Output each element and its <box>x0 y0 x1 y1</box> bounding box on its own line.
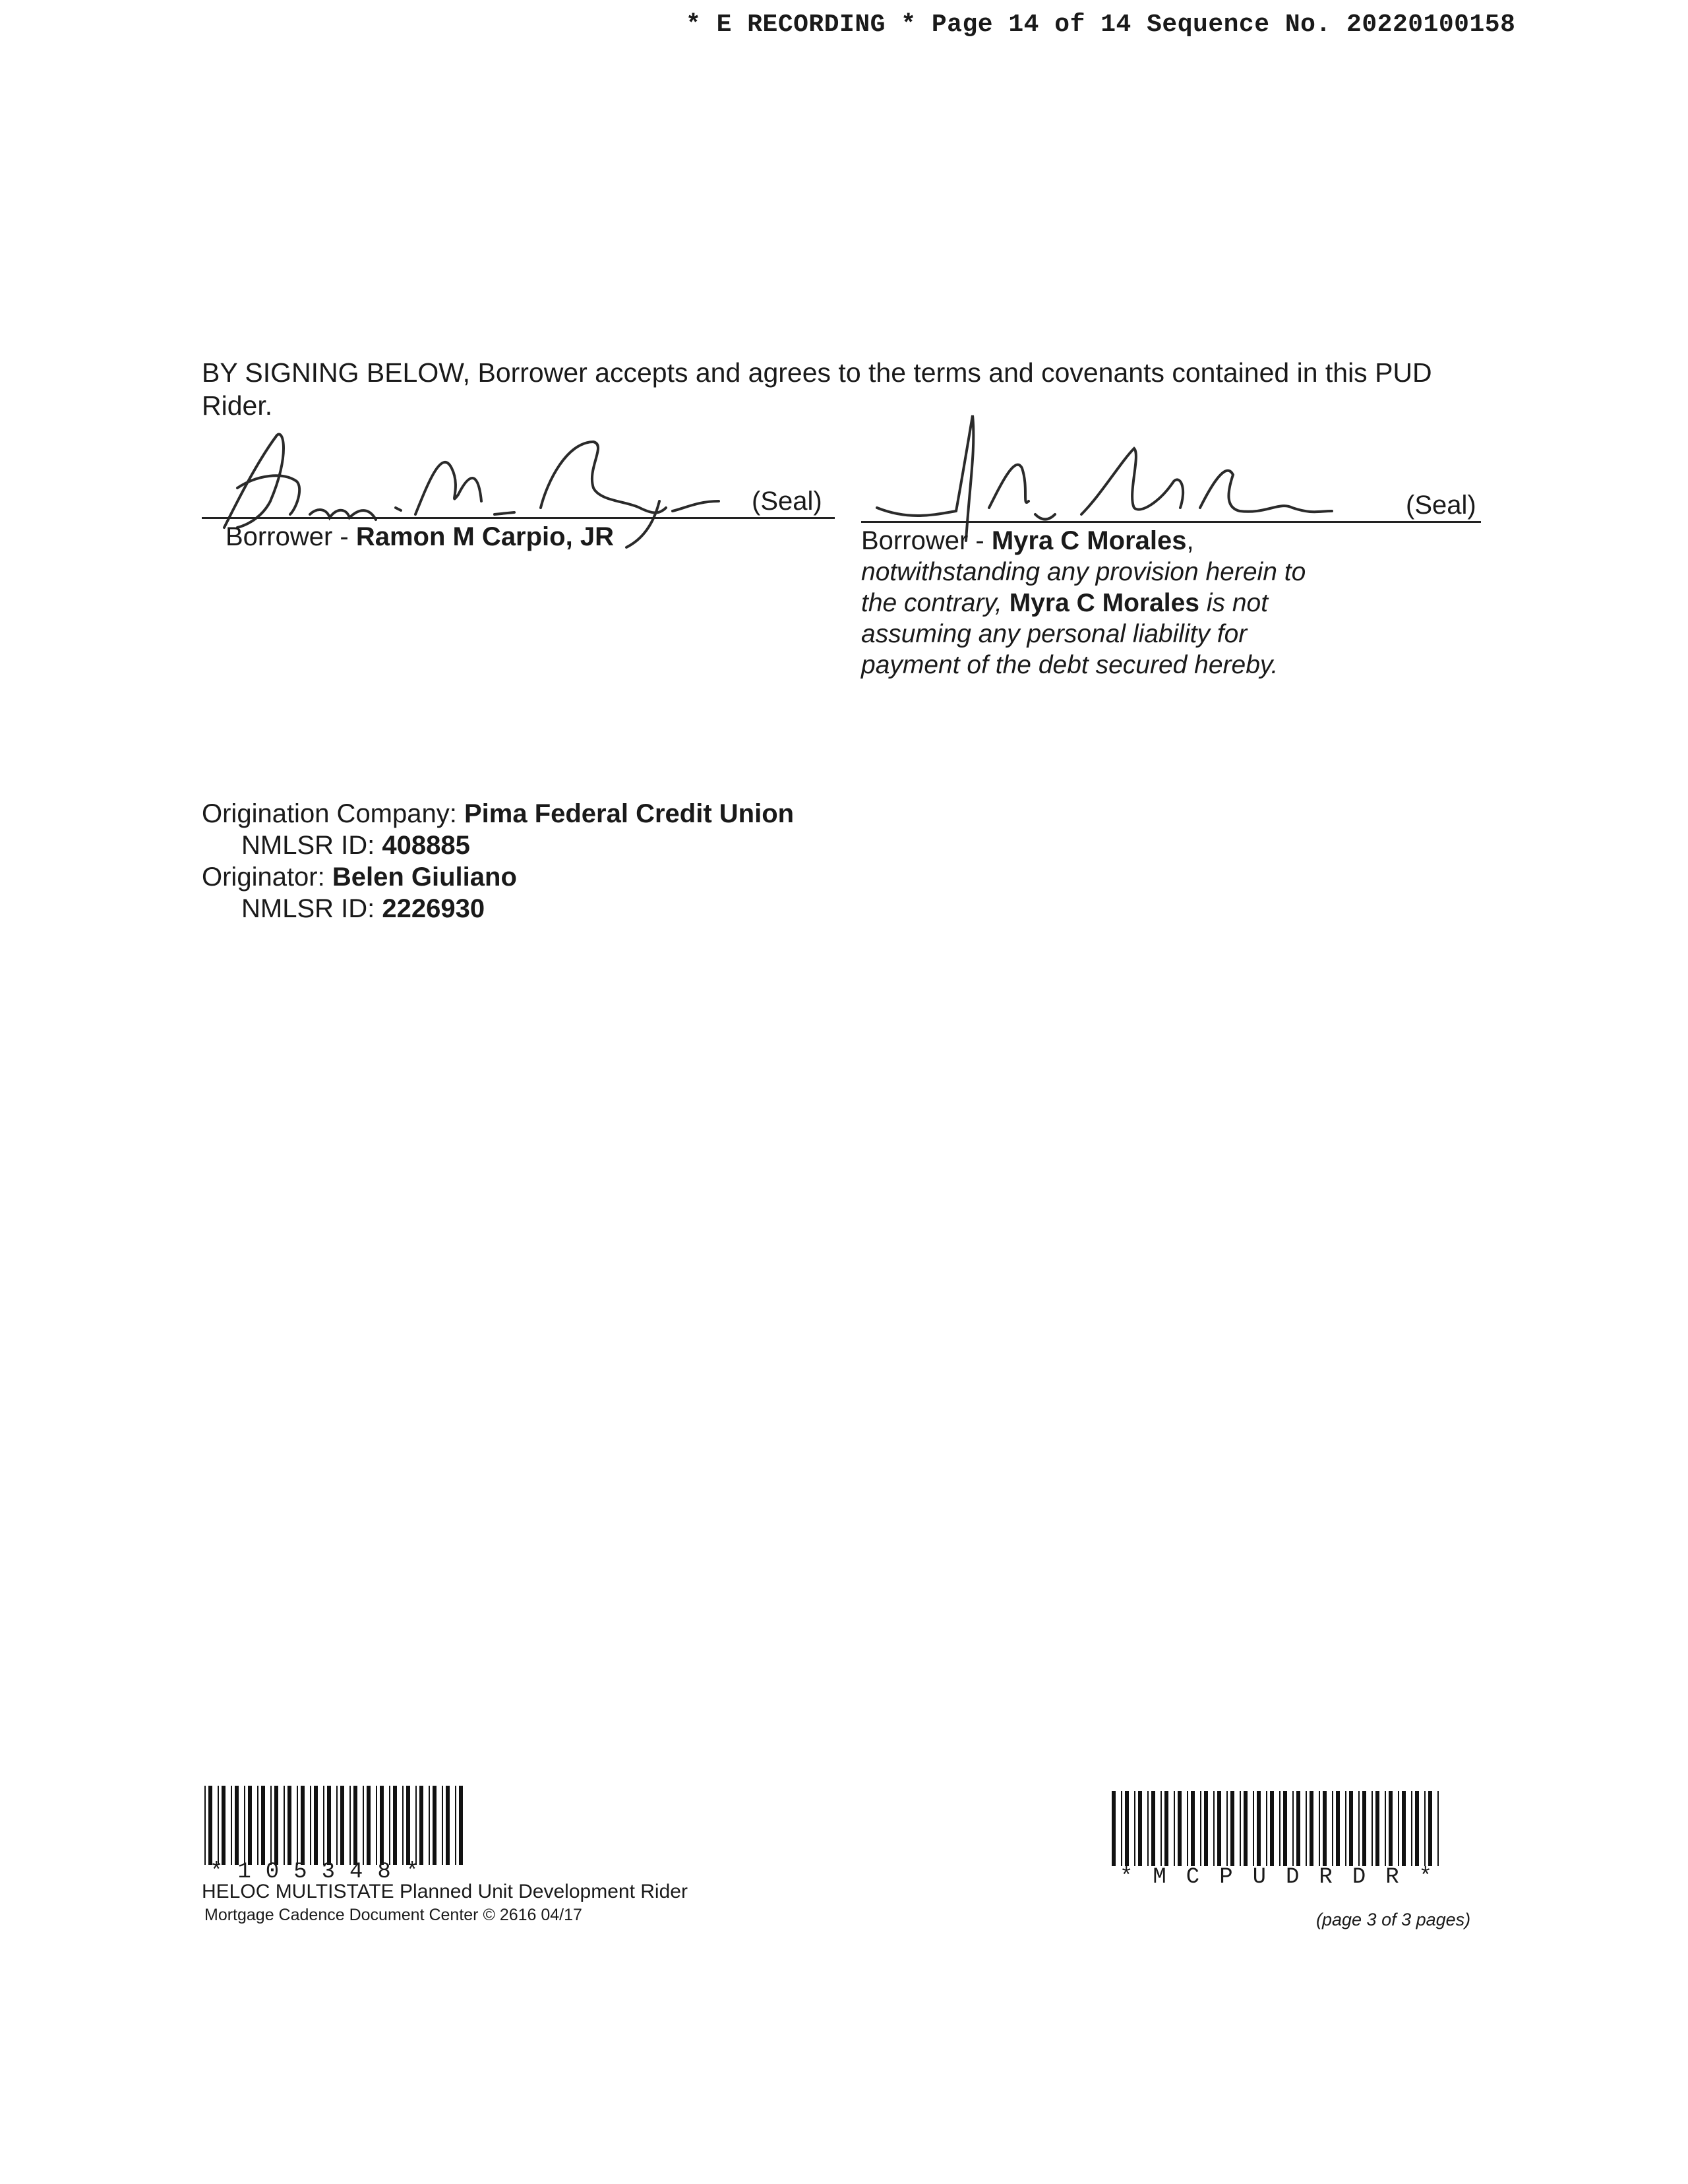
note-text: notwithstanding any provision herein to the contrary, <box>861 558 1306 617</box>
barcode-bar <box>252 1786 257 1865</box>
barcode-bar <box>291 1786 297 1865</box>
nmlsr-label: NMLSR ID: <box>241 831 382 860</box>
note-text: is not assuming any personal liability for payment of the debt secured hereby. <box>861 589 1279 679</box>
borrower-label <box>226 521 614 553</box>
note-name: Myra C Morales <box>1009 589 1199 617</box>
company-nmlsr-line <box>202 830 794 861</box>
origination-block <box>202 798 794 925</box>
barcode-bar <box>463 1786 468 1865</box>
barcode-bar <box>1379 1791 1385 1866</box>
seal-label: (Seal) <box>1406 491 1476 520</box>
barcode-bar <box>1142 1791 1147 1866</box>
barcode-bar <box>1432 1791 1437 1866</box>
borrower-prefix: Borrower - <box>226 522 356 551</box>
originator-line <box>202 861 794 893</box>
barcode-bar <box>1182 1791 1187 1866</box>
barcode-bar <box>344 1786 349 1865</box>
recording-header: * E RECORDING * Page 14 of 14 Sequence No. 20220100158 <box>686 11 1516 39</box>
signing-statement: BY SIGNING BELOW, Borrower accepts and agrees to the terms and covenants contained in this PUD Rider. <box>202 357 1432 421</box>
borrower-name: Myra C Morales <box>991 526 1187 555</box>
originator-label: Originator: <box>202 863 332 892</box>
barcode-bar <box>437 1786 442 1865</box>
page-note: (page 3 of 3 pages) <box>1316 1910 1471 1929</box>
barcode-bar <box>410 1786 415 1865</box>
originator-nmlsr-id: 2226930 <box>382 894 485 923</box>
barcode-bar <box>1340 1791 1345 1866</box>
barcode-bar <box>265 1786 270 1865</box>
originator-name: Belen Giuliano <box>332 863 517 892</box>
barcode-bar <box>1274 1791 1279 1866</box>
borrower-block <box>861 525 1323 681</box>
signature-line <box>202 517 835 519</box>
barcode-bar <box>397 1786 402 1865</box>
originator-nmlsr-line <box>202 893 794 925</box>
barcode-bar <box>1129 1791 1134 1866</box>
barcode-bar <box>1116 1791 1121 1866</box>
barcode-bar <box>278 1786 284 1865</box>
barcode-left <box>204 1786 501 1865</box>
barcode-right <box>1112 1791 1481 1866</box>
origination-company-label: Origination Company: <box>202 799 464 828</box>
company-nmlsr-id: 408885 <box>382 831 470 860</box>
barcode-bar <box>318 1786 323 1865</box>
barcode-bar <box>1221 1791 1226 1866</box>
barcode-bar <box>1419 1791 1424 1866</box>
barcode-bar <box>423 1786 429 1865</box>
barcode-bar <box>331 1786 336 1865</box>
origination-company-line <box>202 798 794 830</box>
liability-note <box>861 557 1323 681</box>
barcode-bar <box>1353 1791 1358 1866</box>
barcode-bar <box>1234 1791 1240 1866</box>
name-comma: , <box>1186 526 1194 555</box>
barcode-bar <box>305 1786 310 1865</box>
barcode-bar <box>450 1786 455 1865</box>
barcode-bar <box>212 1786 218 1865</box>
barcode-bar <box>1406 1791 1411 1866</box>
signature-line <box>861 521 1481 523</box>
barcode-bar <box>1208 1791 1213 1866</box>
barcode-bar <box>1168 1791 1174 1866</box>
borrower-label <box>861 525 1323 557</box>
barcode-bar <box>1155 1791 1160 1866</box>
barcode-bar <box>226 1786 231 1865</box>
barcode-bar <box>1261 1791 1266 1866</box>
borrower-prefix: Borrower - <box>861 526 992 555</box>
barcode-bar <box>1313 1791 1319 1866</box>
barcode-bar <box>1300 1791 1306 1866</box>
borrower-name: Ramon M Carpio, JR <box>355 522 614 551</box>
barcode-bar <box>371 1786 376 1865</box>
barcode-bar <box>1287 1791 1292 1866</box>
origination-company: Pima Federal Credit Union <box>464 799 795 828</box>
barcode-bar <box>1393 1791 1398 1866</box>
barcode-right-text: *MCPUDRDR* <box>1120 1865 1453 1890</box>
barcode-bar <box>1366 1791 1372 1866</box>
nmlsr-label: NMLSR ID: <box>241 894 382 923</box>
barcode-bar <box>239 1786 244 1865</box>
form-source: Mortgage Cadence Document Center © 2616 04/17 <box>204 1906 582 1924</box>
barcode-bar <box>1248 1791 1253 1866</box>
barcode-bar <box>1195 1791 1200 1866</box>
seal-label: (Seal) <box>752 487 822 516</box>
barcode-left-text: *105348* <box>210 1860 434 1885</box>
barcode-bar <box>357 1786 363 1865</box>
barcode-bar <box>1327 1791 1332 1866</box>
barcode-bar <box>1439 1791 1441 1866</box>
barcode-bar <box>384 1786 389 1865</box>
form-title: HELOC MULTISTATE Planned Unit Development Rider <box>202 1881 688 1902</box>
